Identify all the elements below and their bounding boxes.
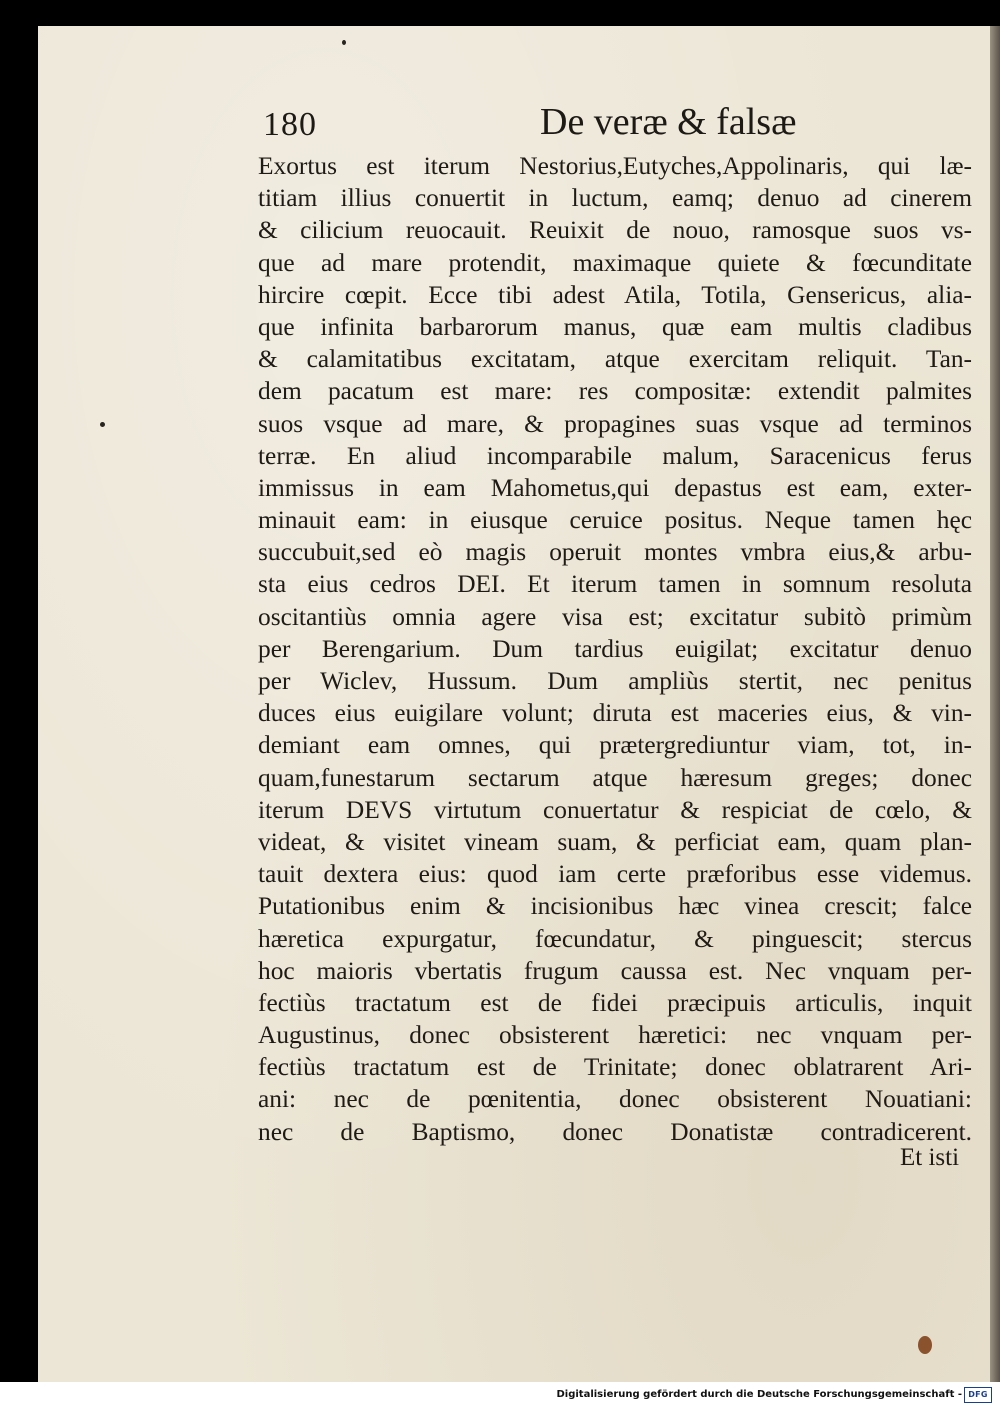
page-edge-shadow [990, 26, 1000, 1382]
footer-bar [0, 1382, 1000, 1408]
paper-stain [918, 1336, 932, 1354]
text-line: & calamitatibus excitatam, atque exercitam reliquit. Tan- [258, 345, 972, 374]
text-line: succubuit,sed eò magis operuit montes vmbra eius,& arbu- [258, 538, 972, 567]
text-line: que infinita barbarorum manus, quæ eam multis cladibus [258, 312, 972, 341]
text-line: hircire cœpit. Ecce tibi adest Atila, Totila, Gensericus, alia- [258, 280, 972, 309]
ink-speck [100, 422, 105, 427]
text-line: & cilicium reuocauit. Reuixit de nouo, ramosque suos vs- [258, 216, 972, 245]
text-line: immissus in eam Mahometus,qui depastus est eam, exter- [258, 473, 972, 502]
text-line: demiant eam omnes, qui prætergrediuntur viam, tot, in- [258, 731, 972, 760]
text-line: per Wiclev, Hussum. Dum ampliùs stertit, nec penitus [258, 667, 972, 695]
text-line: suos vsque ad mare, & propagines suas vsque ad terminos [258, 409, 972, 438]
dfg-logo-text: DFG [968, 1390, 988, 1399]
text-line: Exortus est iterum Nestorius,Eutyches,Appolinaris, qui læ- [258, 152, 972, 180]
text-line: tauit dextera eius: quod iam certe præforibus esse videmus. [258, 860, 972, 889]
text-line: ani: nec de pœnitentia, donec obsisterent Nouatiani: [258, 1085, 972, 1114]
page-number: 180 [263, 106, 317, 143]
text-line: oscitantiùs omnia agere visa est; excitatur subitò primùm [258, 602, 972, 631]
text-line: videat, & visitet vineam suam, & perficiat eam, quam plan- [258, 827, 972, 856]
text-line: Putationibus enim & incisionibus hæc vinea crescit; falce [258, 892, 972, 921]
catchword: Et isti [900, 1144, 960, 1171]
text-line: que ad mare protendit, maximaque quiete & fœcunditate [258, 248, 972, 277]
text-line: titiam illius conuertit in luctum, eamq; denuo ad cinerem [258, 184, 972, 213]
text-line: dem pacatum est mare: res compositæ: extendit palmites [258, 377, 972, 406]
text-line: terræ. En aliud incomparabile malum, Saracenicus ferus [258, 441, 972, 470]
text-line: minauit eam: in eiusque ceruice positus. Neque tamen hęc [258, 506, 972, 535]
text-line: fectiùs tractatum est de Trinitate; donec oblatrarent Ari- [258, 1053, 972, 1082]
text-line: nec de Baptismo, donec Donatistæ contradicerent. [258, 1117, 972, 1146]
page-header [0, 100, 1000, 150]
text-line: duces eius euigilare volunt; diruta est maceries eius, & vin- [258, 699, 972, 728]
ink-speck [342, 40, 346, 45]
text-line: sta eius cedros DEI. Et iterum tamen in somnum resoluta [258, 570, 972, 599]
text-line: quam,funestarum sectarum atque hæresum greges; donec [258, 763, 972, 792]
text-line: hoc maioris vbertatis frugum caussa est. Nec vnquam per- [258, 956, 972, 985]
dfg-logo-icon [964, 1387, 992, 1403]
text-line: Augustinus, donec obsisterent hæretici: nec vnquam per- [258, 1021, 972, 1050]
text-line: fectiùs tractatum est de fidei præcipuis articulis, inquit [258, 988, 972, 1017]
text-line: iterum DEVS virtutum conuertatur & respiciat de cœlo, & [258, 795, 972, 824]
running-head: De veræ & falsæ [540, 101, 797, 143]
text-line: hæretica expurgatur, fœcundatur, & pinguescit; stercus [258, 924, 972, 953]
body-text [258, 150, 972, 1148]
funding-credit: Digitalisierung gefördert durch die Deutsche Forschungsgemeinschaft - [556, 1389, 962, 1400]
text-line: per Berengarium. Dum tardius euigilat; excitatur denuo [258, 634, 972, 663]
